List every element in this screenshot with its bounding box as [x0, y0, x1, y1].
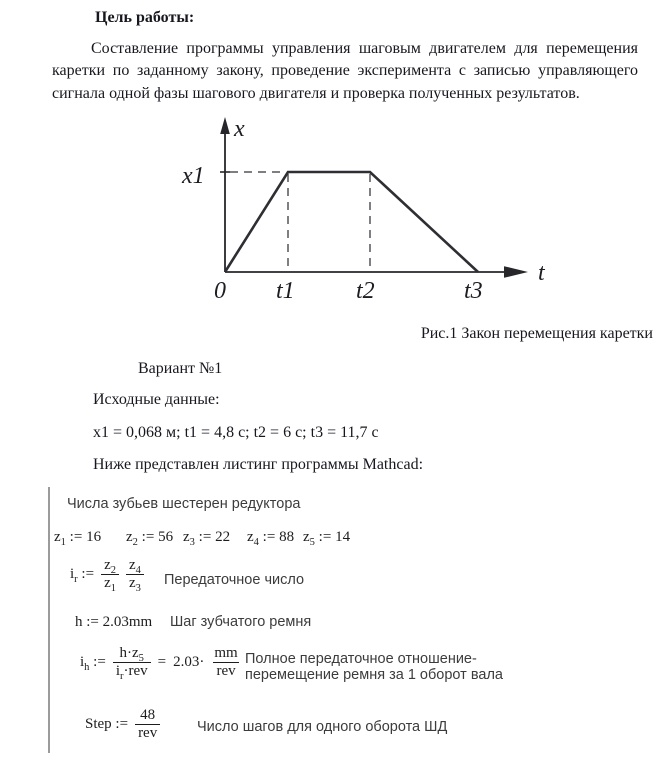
- ir-lhs: [70, 566, 94, 583]
- h-value: 2.03mm: [102, 614, 153, 630]
- transfer-ratio-formula: [80, 645, 241, 680]
- z1-sub: 1: [60, 537, 66, 548]
- listing-intro: Ниже представлен листинг программы Mathcad:: [93, 456, 424, 473]
- step-lhs: [85, 716, 128, 733]
- y-axis-arrowhead-icon: [220, 117, 230, 134]
- ir-f1d: z: [104, 575, 111, 591]
- step-name: Step: [85, 716, 112, 732]
- ir-frac2-den: [126, 574, 144, 592]
- origin-label: 0: [214, 278, 226, 304]
- comment-transfer-ratio-line2: перемещение ремня за 1 оборот вала: [245, 667, 503, 683]
- z2-name: z: [126, 529, 133, 545]
- t1-tick-label: t1: [276, 278, 295, 304]
- ih-num-pre: h·z: [119, 645, 139, 661]
- ih-den-post: ·rev: [123, 663, 148, 679]
- initial-data-heading: Исходные данные:: [93, 391, 220, 408]
- h-name: h: [75, 614, 83, 630]
- comment-transfer-ratio: [245, 651, 503, 683]
- ih-den-base: i: [115, 663, 120, 679]
- figure-caption: Рис.1 Закон перемещения каретки: [420, 325, 653, 342]
- z1-assignment: [54, 529, 101, 546]
- ih-fraction: [113, 645, 151, 680]
- ir-fraction-2: [126, 557, 144, 592]
- z5-name: z: [303, 529, 310, 545]
- ir-f1n-sub: 2: [110, 565, 116, 576]
- gear-ratio-formula: [70, 557, 144, 592]
- z3-op: :=: [198, 529, 212, 545]
- z2-sub: 2: [132, 537, 138, 548]
- ir-f2n: z: [128, 557, 136, 573]
- y-axis-label: x: [234, 116, 245, 142]
- ir-frac1-num: [101, 557, 119, 574]
- x-axis-label: t: [538, 260, 545, 286]
- ir-sub: r: [74, 574, 78, 585]
- z2-assignment: [126, 529, 173, 546]
- z2-value: 56: [158, 529, 174, 545]
- ir-frac1-den: [101, 574, 119, 592]
- ih-coefficient: 2.03·: [173, 654, 205, 670]
- t2-tick-label: t2: [356, 278, 375, 304]
- step-fraction: [135, 707, 160, 742]
- ih-lhs: [80, 654, 106, 671]
- z4-sub: 4: [253, 537, 259, 548]
- ih-unit-fraction: [211, 645, 240, 680]
- ir-frac2-num: [126, 557, 144, 574]
- ir-f2d-sub: 3: [135, 583, 141, 594]
- intro-paragraph: Составление программы управления шаговым двигателем для перемещения каретки по заданному закону, проведение эксперимента с записью управляющего сигнала одной фазы шагового двигателя и проверка полученных результатов.: [52, 40, 638, 102]
- comment-gear-teeth: Числа зубьев шестерен редуктора: [67, 496, 301, 512]
- motion-profile-line: [225, 172, 478, 272]
- z3-sub: 3: [189, 537, 195, 548]
- ih-frac-den: [113, 662, 151, 680]
- z1-name: z: [54, 529, 61, 545]
- ir-fraction-1: [101, 557, 119, 592]
- z2-op: :=: [141, 529, 155, 545]
- z5-sub: 5: [309, 537, 315, 548]
- z1-op: :=: [69, 529, 83, 545]
- step-frac-den: rev: [135, 724, 160, 742]
- ir-f1n: z: [104, 557, 111, 573]
- ir-op: :=: [81, 566, 95, 582]
- x1-level-label: x1: [182, 163, 205, 189]
- initial-data-values: x1 = 0,068 м; t1 = 4,8 с; t2 = 6 с; t3 = 11,7 с: [93, 424, 379, 441]
- ir-f2d: z: [128, 575, 136, 591]
- ih-num-sub: 5: [138, 653, 144, 664]
- belt-pitch-assignment: [75, 614, 152, 631]
- z4-assignment: [247, 529, 294, 546]
- ih-frac-num: [117, 645, 147, 662]
- section-heading: Цель работы:: [95, 9, 195, 26]
- ih-den-sub: r: [119, 671, 124, 682]
- ih-name: i: [80, 654, 85, 670]
- z5-op: :=: [318, 529, 332, 545]
- ir-f2n-sub: 4: [135, 565, 141, 576]
- ih-sub: h: [84, 662, 90, 673]
- step-assignment: [85, 707, 160, 742]
- motion-law-figure: [150, 110, 570, 315]
- ih-op: :=: [93, 654, 106, 670]
- z1-value: 16: [86, 529, 102, 545]
- z3-value: 22: [215, 529, 231, 545]
- h-op: :=: [86, 614, 99, 630]
- ih-equals: =: [157, 654, 167, 670]
- ih-unit-den: rev: [213, 662, 238, 680]
- z5-value: 14: [335, 529, 351, 545]
- t3-tick-label: t3: [464, 278, 483, 304]
- ir-name: i: [70, 566, 75, 582]
- comment-gear-ratio: Передаточное число: [164, 572, 305, 588]
- variant-label: Вариант №1: [138, 360, 223, 377]
- comment-transfer-ratio-line1: Полное передаточное отношение-: [245, 651, 477, 667]
- comment-belt-pitch: Шаг зубчатого ремня: [170, 614, 312, 630]
- z3-assignment: [183, 529, 230, 546]
- mathcad-listing: [48, 487, 650, 753]
- ir-f1d-sub: 1: [110, 583, 116, 594]
- ih-unit-num: mm: [214, 645, 238, 661]
- z5-assignment: [303, 529, 350, 546]
- x-axis-arrowhead-icon: [504, 266, 528, 278]
- z3-name: z: [183, 529, 190, 545]
- z4-name: z: [247, 529, 254, 545]
- z4-value: 88: [279, 529, 295, 545]
- step-frac-num: 48: [140, 707, 156, 723]
- step-op: :=: [115, 716, 129, 732]
- comment-step-count: Число шагов для одного оборота ШД: [197, 719, 448, 735]
- z4-op: :=: [262, 529, 276, 545]
